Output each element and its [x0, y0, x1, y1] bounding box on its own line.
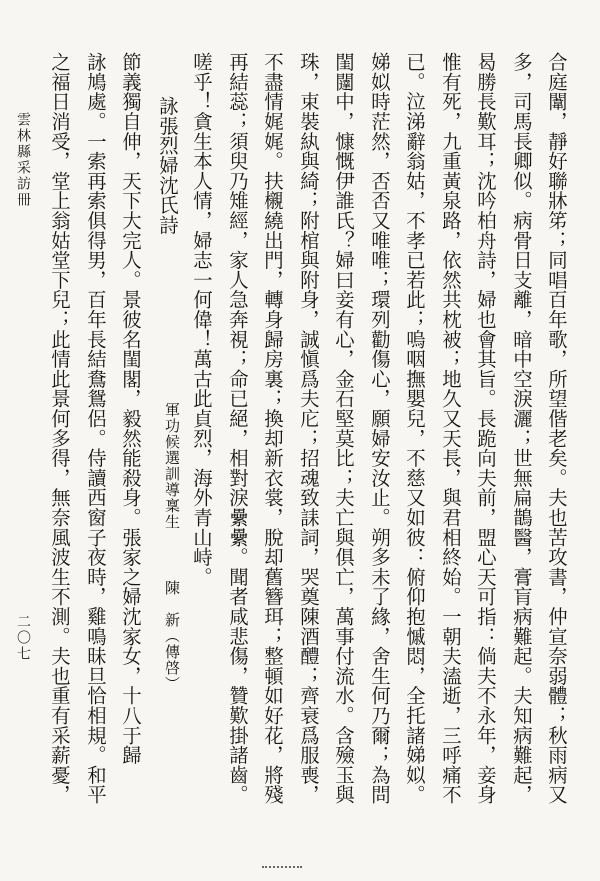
author-title: 軍功候選訓導稟生 [163, 402, 181, 530]
poem-line-5: 已。泣涕辭翁姑，不孝已若此；嗚咽撫嬰兒，不慈又如彼：俯仰抱慽悶，全托諸娣姒。 [403, 52, 426, 805]
poem-line-6: 娣姒時茫然，否否又唯唯；環列勸傷心，願婦安汝止。朔多未了緣，舍生何乃爾；為問 [368, 52, 391, 805]
scan-artifact [262, 866, 302, 871]
book-title: 雲林縣采訪冊 [15, 112, 31, 208]
poem-line-3: 曷勝長歎耳；沈吟柏舟詩，婦也會其旨。長跪向夫前，盟心天可指：倘夫不永年，妾身 [474, 52, 497, 805]
poem-line-1: 合庭闈，靜好聯牀笫；同唱百年歌，所望偕老矣。夫也苦攻書，仲宣奈弱體；秋雨病又 [545, 52, 568, 805]
poem-line-7: 閨闥中，慷慨伊誰氏？婦曰妾有心，金石堅莫比；夫亡與俱亡，萬事付流水。含殮玉與 [332, 52, 355, 805]
poem-line-4: 惟有死，九重黃泉路，依然共枕被；地久又天長，與君相終始。一朝夫溘逝，三呼痛不 [439, 52, 462, 805]
page-number: 二〇七 [15, 614, 31, 662]
poem-line-10: 再結蕊；須臾乃雉經，家人急奔視；命已絕，相對淚纍纍。聞者咸悲傷，贊歎掛諸齒。 [226, 52, 249, 805]
poem2-line-1: 節義獨自伸，天下大完人。景彼名閨閣，毅然能殺身。張家之婦沈家女，十八于歸 [119, 52, 142, 765]
poem-line-8: 珠，束裝紈與綺；附棺與附身，誠愼爲夫庀；招魂致誄詞，哭奠陳酒醴；齊衰爲服喪， [297, 52, 320, 805]
poem2-line-3: 之福日消受，堂上翁姑堂下兒；此情此景何多得，無奈風波生不測。夫也重有采薪憂， [48, 52, 71, 805]
author-name: 陳 新（傳啓） [163, 580, 181, 692]
poem-line-11: 嗟乎！貪生本人情，婦志一何偉！萬古此貞烈，海外青山峙。 [190, 52, 213, 587]
poem-title: 詠張烈婦沈氏詩 [156, 96, 179, 235]
poem-line-2: 多，司馬長卿似。病骨日支離，暗中空淚灑；世無扁鵲醫，膏肓病難起。夫知病難起， [510, 52, 533, 805]
poem2-line-2: 詠鳩處。一索再索俱得男，百年長結鴦鴛侶。侍讀西窗子夜時，雞鳴昧旦恰相規。和平 [84, 52, 107, 805]
poem-line-9: 不盡情娓娓。扶櫬繞出門，轉身歸房裏；換却新衣裳，脫却舊簪珥；整頓如好花，將殘 [261, 52, 284, 805]
